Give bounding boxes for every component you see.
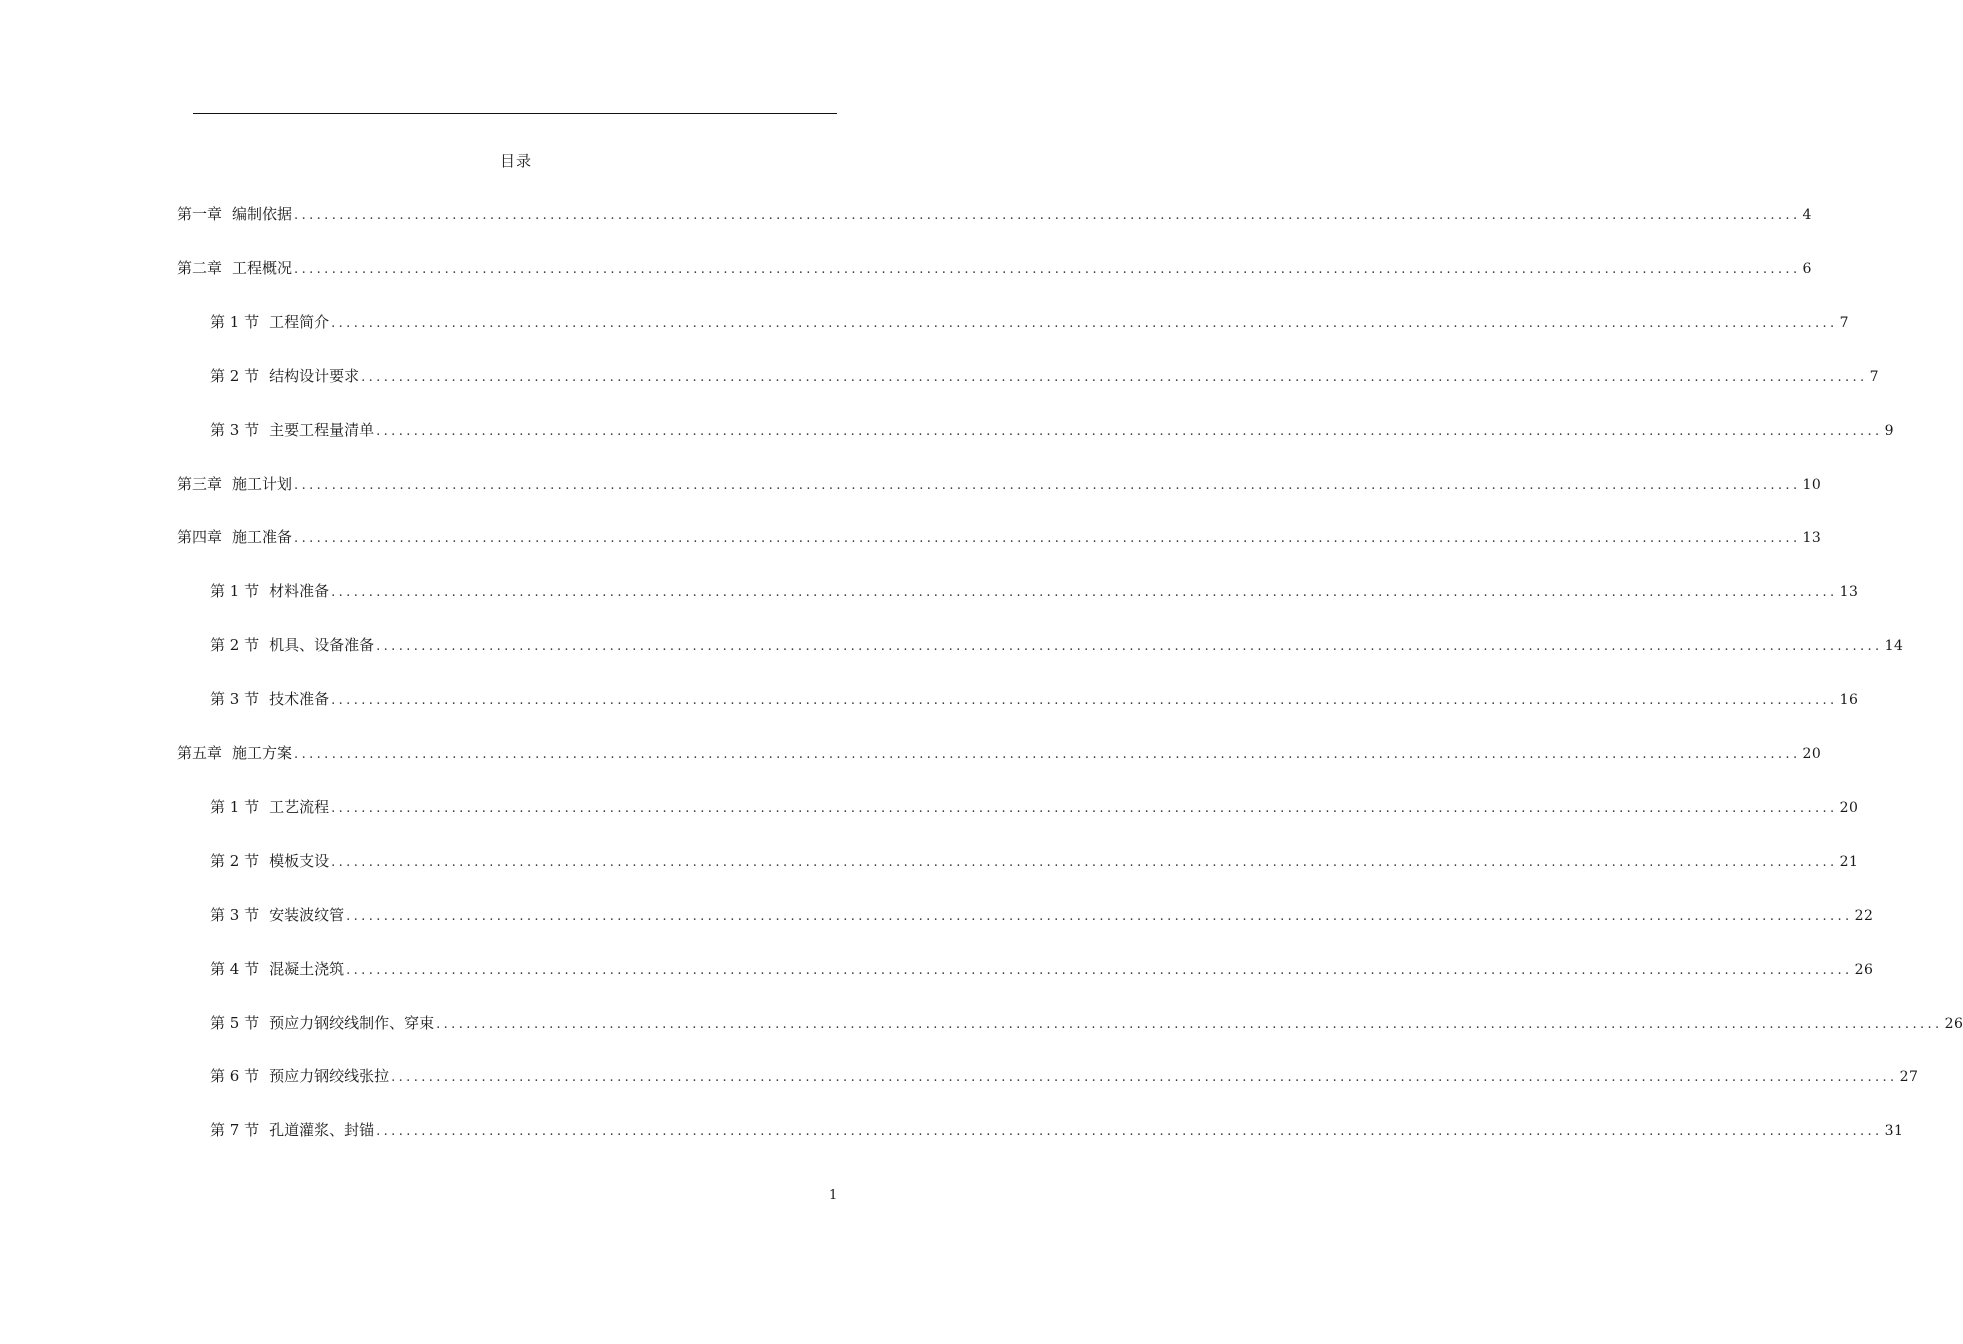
toc-entry-label: 施工方案 (232, 744, 293, 762)
toc-dot-leader: ........................................................................................................................................................................................................ (436, 1017, 1943, 1032)
toc-dot-leader: ........................................................................................................................................................................................................ (391, 1070, 1898, 1085)
toc-entry-label: 预应力钢绞线张拉 (269, 1067, 390, 1085)
toc-entry-label: 主要工程量清单 (269, 421, 375, 439)
toc-entry-page: 31 (1884, 1123, 1904, 1139)
header-rule (193, 113, 837, 114)
toc-entry-number: 第 2 节 (210, 852, 260, 870)
toc-dot-leader: ........................................................................................................................................................................................................ (346, 963, 1853, 978)
toc-section-entry[interactable] (210, 905, 1874, 927)
toc-entry-label: 技术准备 (269, 690, 330, 708)
toc-section-entry[interactable] (210, 959, 1874, 981)
toc-entry-page: 10 (1802, 477, 1822, 493)
toc-entry-number: 第 3 节 (210, 421, 260, 439)
toc-section-entry[interactable] (210, 312, 1849, 334)
toc-dot-leader: ........................................................................................................................................................................................................ (294, 208, 1801, 223)
toc-entry-label: 模板支设 (269, 852, 330, 870)
toc-entry-number: 第 3 节 (210, 906, 260, 924)
toc-entry-label: 编制依据 (232, 205, 293, 223)
toc-entry-label: 工程概况 (232, 259, 293, 277)
toc-entry-number: 第二章 (177, 259, 223, 277)
toc-entry-page: 13 (1839, 584, 1859, 600)
toc-dot-leader: ........................................................................................................................................................................................................ (331, 693, 1838, 708)
toc-entry-label: 安装波纹管 (269, 906, 345, 924)
toc-section-entry[interactable] (210, 851, 1859, 873)
toc-entry-label: 预应力钢绞线制作、穿束 (269, 1014, 435, 1032)
toc-entry-label: 工艺流程 (269, 798, 330, 816)
toc-section-entry[interactable] (210, 581, 1859, 603)
toc-dot-leader: ........................................................................................................................................................................................................ (294, 747, 1801, 762)
toc-entry-page: 16 (1839, 692, 1859, 708)
toc-title: 目录 (499, 152, 532, 170)
toc-entry-page: 4 (1802, 207, 1812, 223)
toc-section-entry[interactable] (210, 366, 1879, 388)
toc-entry-page: 26 (1854, 962, 1874, 978)
toc-dot-leader: ........................................................................................................................................................................................................ (346, 909, 1853, 924)
toc-dot-leader: ........................................................................................................................................................................................................ (331, 855, 1838, 870)
toc-entry-label: 结构设计要求 (269, 367, 360, 385)
toc-dot-leader: ........................................................................................................................................................................................................ (294, 478, 1801, 493)
toc-entry-number: 第 4 节 (210, 960, 260, 978)
page-number: 1 (829, 1188, 838, 1203)
toc-entry-number: 第 2 节 (210, 636, 260, 654)
toc-entry-number: 第 2 节 (210, 367, 260, 385)
toc-section-entry[interactable] (210, 420, 1894, 442)
toc-section-entry[interactable] (210, 1066, 1919, 1088)
toc-dot-leader: ........................................................................................................................................................................................................ (376, 1124, 1883, 1139)
toc-section-entry[interactable] (210, 1120, 1904, 1142)
toc-dot-leader: ........................................................................................................................................................................................................ (294, 531, 1801, 546)
toc-entry-label: 机具、设备准备 (269, 636, 375, 654)
toc-section-entry[interactable] (210, 635, 1904, 657)
toc-entry-page: 20 (1802, 746, 1822, 762)
toc-chapter-entry[interactable] (177, 743, 1822, 765)
toc-entry-number: 第一章 (177, 205, 223, 223)
toc-entry-page: 27 (1899, 1069, 1919, 1085)
toc-entry-number: 第 7 节 (210, 1121, 260, 1139)
toc-entry-label: 材料准备 (269, 582, 330, 600)
toc-entry-number: 第 1 节 (210, 798, 260, 816)
toc-dot-leader: ........................................................................................................................................................................................................ (331, 801, 1838, 816)
toc-entry-label: 施工计划 (232, 475, 293, 493)
toc-entry-label: 工程简介 (269, 313, 330, 331)
toc-entry-number: 第 1 节 (210, 582, 260, 600)
toc-chapter-entry[interactable] (177, 204, 1812, 226)
toc-entry-number: 第 1 节 (210, 313, 260, 331)
toc-entry-page: 26 (1944, 1016, 1963, 1032)
toc-entry-number: 第五章 (177, 744, 223, 762)
toc-entry-page: 14 (1884, 638, 1904, 654)
toc-entry-number: 第四章 (177, 528, 223, 546)
toc-entry-label: 施工准备 (232, 528, 293, 546)
toc-chapter-entry[interactable] (177, 474, 1822, 496)
toc-entry-page: 21 (1839, 854, 1859, 870)
toc-entry-number: 第 5 节 (210, 1014, 260, 1032)
toc-section-entry[interactable] (210, 689, 1859, 711)
toc-entry-page: 20 (1839, 800, 1859, 816)
toc-section-entry[interactable] (210, 797, 1859, 819)
toc-entry-page: 9 (1884, 423, 1894, 439)
toc-entry-page: 7 (1869, 369, 1879, 385)
toc-dot-leader: ........................................................................................................................................................................................................ (331, 316, 1838, 331)
toc-dot-leader: ........................................................................................................................................................................................................ (376, 639, 1883, 654)
toc-chapter-entry[interactable] (177, 527, 1822, 549)
toc-entry-page: 13 (1802, 530, 1822, 546)
toc-entry-page: 7 (1839, 315, 1849, 331)
toc-dot-leader: ........................................................................................................................................................................................................ (361, 370, 1868, 385)
toc-dot-leader: ........................................................................................................................................................................................................ (331, 585, 1838, 600)
toc-entry-page: 22 (1854, 908, 1874, 924)
toc-entry-page: 6 (1802, 261, 1812, 277)
toc-entry-number: 第 6 节 (210, 1067, 260, 1085)
toc-entry-number: 第 3 节 (210, 690, 260, 708)
toc-section-entry[interactable] (210, 1013, 1963, 1035)
toc-entry-label: 混凝土浇筑 (269, 960, 345, 978)
toc-entry-label: 孔道灌浆、封锚 (269, 1121, 375, 1139)
toc-dot-leader: ........................................................................................................................................................................................................ (376, 424, 1883, 439)
toc-entry-number: 第三章 (177, 475, 223, 493)
toc-chapter-entry[interactable] (177, 258, 1812, 280)
toc-dot-leader: ........................................................................................................................................................................................................ (294, 262, 1801, 277)
